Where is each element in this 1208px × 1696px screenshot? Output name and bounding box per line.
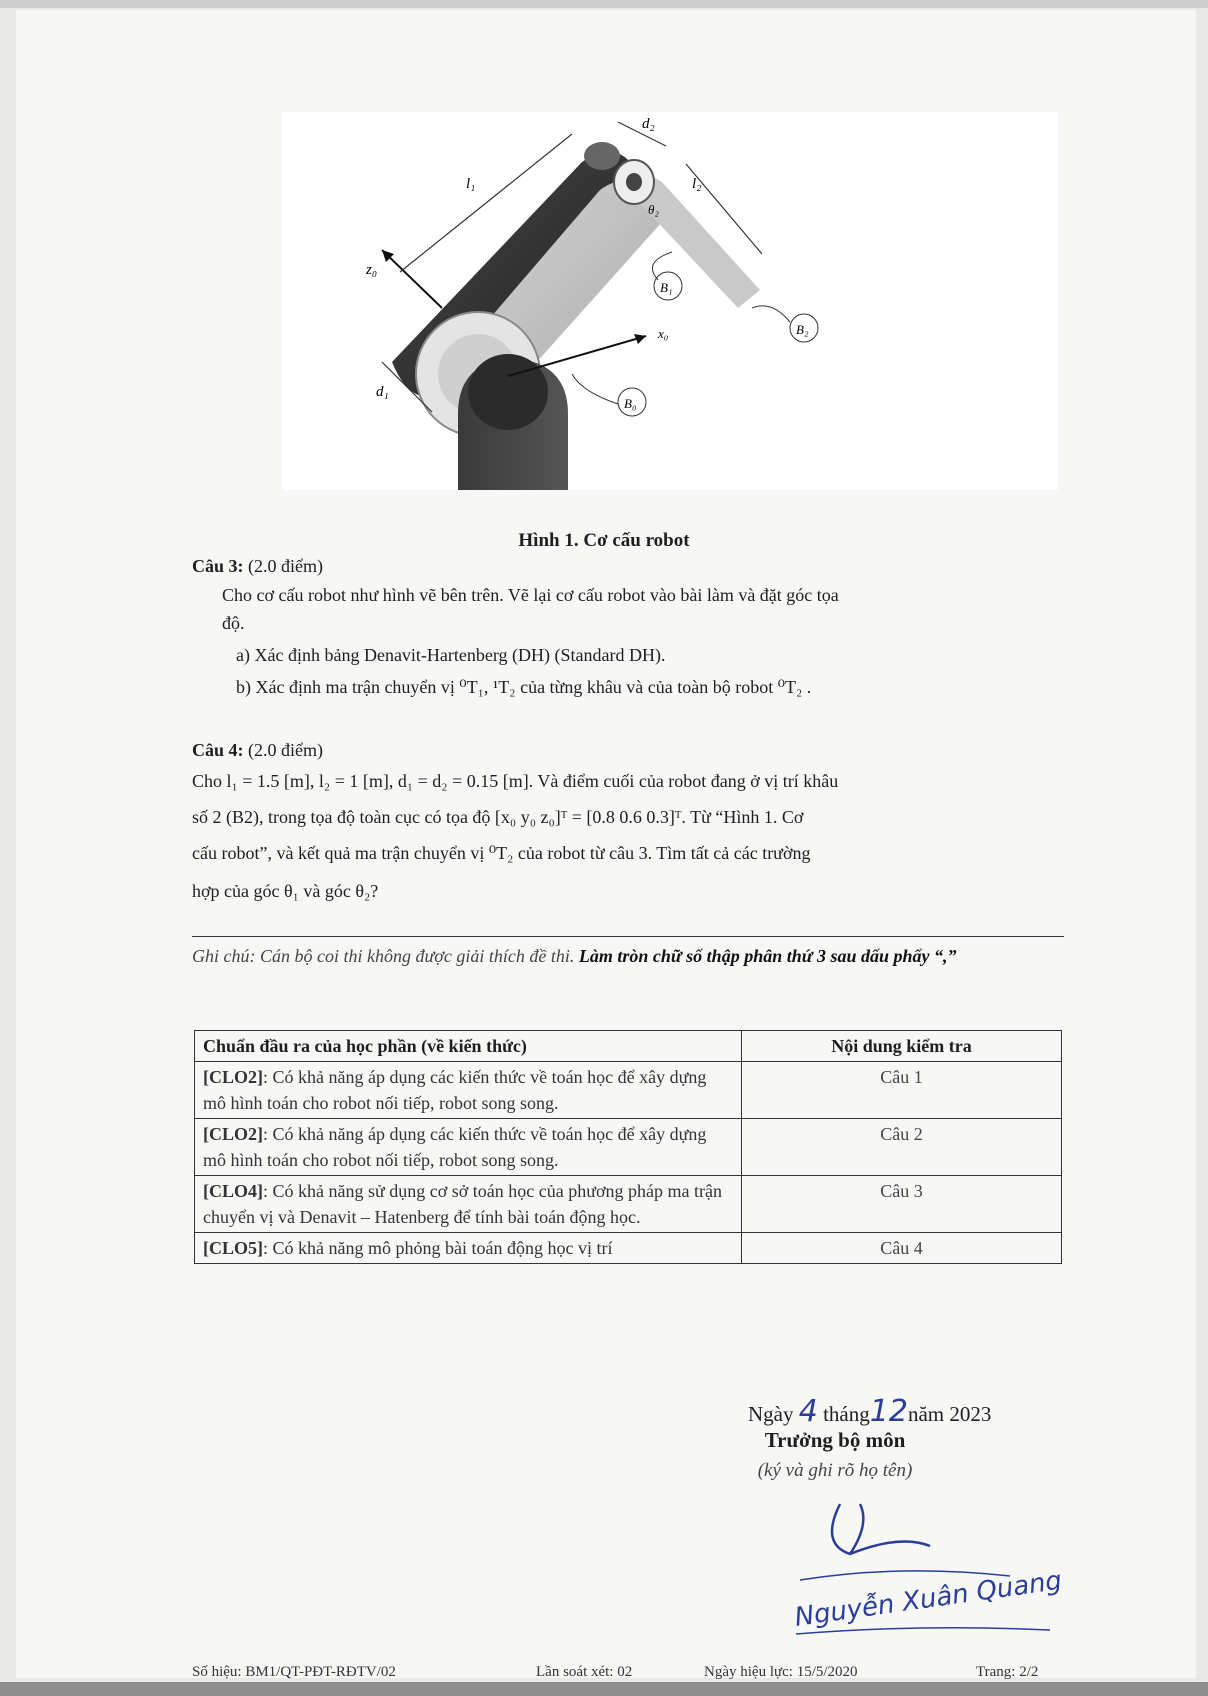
q3-intro-line1: Cho cơ cấu robot như hình vẽ bên trên. Vẽ lại cơ cấu robot vào bài làm và đặt góc tọa [222, 585, 839, 605]
table-cell-content: Câu 4 [742, 1233, 1062, 1264]
table-cell-outcome [195, 1176, 742, 1233]
handwritten-signature [780, 1484, 1080, 1644]
q3-item-b: b) Xác định ma trận chuyển vị ⁰T₁, ¹T₂ của từng khâu và của toàn bộ robot ⁰T₂ . [236, 677, 812, 697]
clo-code: [CLO5] [203, 1238, 263, 1258]
label-d2: d₂ [642, 116, 655, 132]
table-cell-outcome [195, 1062, 742, 1119]
B2-leader [752, 306, 790, 322]
q4-line3: cấu robot”, và kết quả ma trận chuyển vị ⁰T₂ của robot từ câu 3. Tìm tất cả các trường [192, 843, 811, 863]
date-month-label: tháng [823, 1402, 870, 1426]
clo-text: : Có khả năng áp dụng các kiến thức về toán học để xây dựng mô hình toán cho robot nối tiếp, robot song song. [203, 1124, 707, 1170]
clo-text: : Có khả năng sử dụng cơ sở toán học của phương pháp ma trận chuyển vị và Denavit – Hatenberg để tính bài toán động học. [203, 1181, 722, 1227]
table-header-content: Nội dung kiểm tra [742, 1031, 1062, 1062]
footer-page: Trang: 2/2 [976, 1664, 1039, 1680]
label-theta2: θ₂ [648, 202, 659, 217]
q4-line2: số 2 (B2), trong tọa độ toàn cục có tọa độ [x₀ y₀ z₀]ᵀ = [0.8 0.6 0.3]ᵀ. Từ “Hình 1. Cơ [192, 807, 804, 827]
table-cell-outcome [195, 1119, 742, 1176]
clo-text: : Có khả năng mô phỏng bài toán động học vị trí [263, 1238, 613, 1258]
label-B2: B₂ [796, 322, 809, 337]
figure-caption: Hình 1. Cơ cấu robot [518, 530, 690, 551]
table-row [195, 1119, 1062, 1176]
note-separator [192, 936, 1064, 937]
joint2-cap [584, 142, 620, 170]
label-l2: l₂ [692, 176, 702, 192]
signoff-date [748, 1394, 991, 1429]
scan-top-edge [0, 0, 1208, 8]
q3-item-a: a) Xác định bảng Denavit-Hartenberg (DH) (Standard DH). [236, 645, 666, 665]
footer-revision: Lần soát xét: 02 [536, 1664, 633, 1680]
label-l1: l₁ [466, 176, 476, 192]
exam-note [192, 942, 1072, 970]
label-x0: x₀ [658, 326, 669, 341]
q4-line1: Cho l₁ = 1.5 [m], l₂ = 1 [m], d₁ = d₂ = 0.15 [m]. Và điểm cuối của robot đang ở vị trí khâu [192, 771, 839, 791]
q3-points: (2.0 điểm) [248, 556, 323, 576]
robot-arm-illustration [282, 112, 1058, 490]
date-day-label: Ngày [748, 1402, 794, 1426]
B1-leader [652, 252, 672, 280]
q4-line4: hợp của góc θ₁ và góc θ₂? [192, 881, 379, 901]
label-z0: z₀ [366, 262, 378, 278]
table-row [195, 1233, 1062, 1264]
label-B0: B₀ [624, 396, 637, 411]
scan-bottom-edge [0, 1682, 1208, 1696]
footer-effective-date: Ngày hiệu lực: 15/5/2020 [704, 1664, 858, 1680]
B0-leader [572, 374, 618, 404]
table-header-row [195, 1031, 1062, 1062]
label-B1: B₁ [660, 280, 673, 295]
z0-axis [382, 250, 442, 308]
clo-text: : Có khả năng áp dụng các kiến thức về toán học để xây dựng mô hình toán cho robot nối tiếp, robot song song. [203, 1067, 707, 1113]
date-day-handwritten: 4 [798, 1394, 818, 1429]
table-cell-outcome [195, 1233, 742, 1264]
clo-code: [CLO2] [203, 1067, 263, 1087]
learning-outcomes-table [194, 1030, 1062, 1264]
date-month-handwritten: 12 [869, 1394, 908, 1429]
q4-title: Câu 4: [192, 740, 244, 760]
robot-figure [282, 112, 1058, 490]
table-cell-content: Câu 3 [742, 1176, 1062, 1233]
signoff-subtitle: (ký và ghi rõ họ tên) [757, 1460, 913, 1481]
table-row [195, 1176, 1062, 1233]
q3-header [192, 556, 323, 577]
table-cell-content: Câu 2 [742, 1119, 1062, 1176]
note-bold: Làm tròn chữ số thập phân thứ 3 sau dấu phẩy “,” [578, 946, 957, 966]
joint2-hole [626, 173, 642, 191]
clo-code: [CLO4] [203, 1181, 263, 1201]
table-header-outcome: Chuẩn đầu ra của học phần (về kiến thức) [195, 1031, 742, 1062]
table-row [195, 1062, 1062, 1119]
signoff-title: Trưởng bộ môn [764, 1428, 906, 1452]
base-hub [468, 354, 548, 430]
date-year: năm 2023 [907, 1402, 992, 1426]
q3-title: Câu 3: [192, 556, 244, 576]
q4-header [192, 740, 323, 761]
note-plain: Ghi chú: Cán bộ coi thi không được giải thích đề thi. [192, 946, 579, 966]
table-cell-content: Câu 1 [742, 1062, 1062, 1119]
q4-points: (2.0 điểm) [248, 740, 323, 760]
signature-name: Nguyễn Xuân Quang [792, 1565, 1064, 1633]
clo-code: [CLO2] [203, 1124, 263, 1144]
label-d1: d₁ [376, 384, 389, 400]
footer-doc-code: Số hiệu: BM1/QT-PĐT-RĐTV/02 [192, 1664, 396, 1680]
q3-intro-line2: độ. [222, 613, 245, 633]
